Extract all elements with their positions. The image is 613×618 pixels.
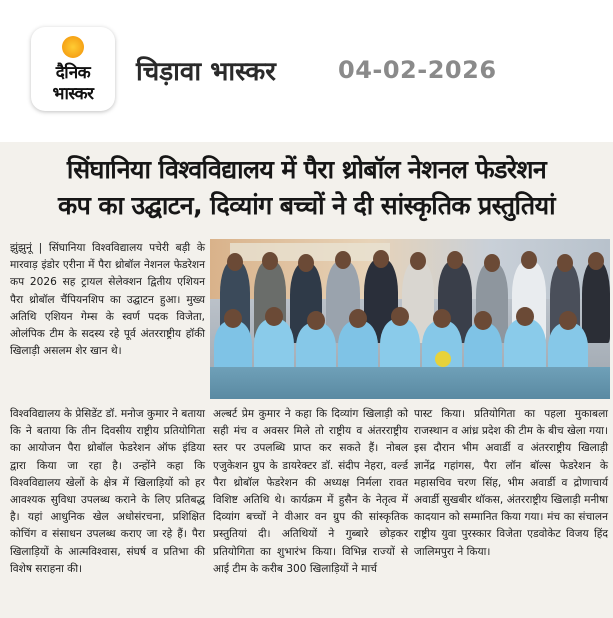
news-clipping (0, 142, 613, 618)
photo-person-head (521, 251, 537, 269)
paragraph-4: पास्ट किया। प्रतियोगिता का पहला मुकाबला राजस्थान व आंध्र प्रदेश की टीम के बीच खेला गया। इस दौरान भीम अवार्डी व अंतरराष्ट्रीय खिलाड़ी ज्ञानेंद्र गहांगस, पैरा लॉन बॉल्स फेडरेशन के महासचिव चरण सिंह, भीम अवार्डी व द्रोणाचार्य अवार्डी सुखबीर थॉकस, अंतरराष्ट्रीय खिलाड़ी मनीषा कादयान को सम्मानित किया गया। मंच का संचालन राष्ट्रीय युवा पुरस्कार विजेता एडवोकेट विजय हिंद जालिमपुरा ने किया। (414, 408, 608, 558)
photo-person-head (516, 307, 534, 326)
newspaper-header (0, 0, 613, 142)
article-column-3 (414, 406, 608, 561)
photo-person-head (484, 254, 500, 272)
photo-person-head (373, 250, 389, 268)
photo-person-head (227, 253, 243, 271)
article-column-1-bottom (10, 406, 205, 578)
group-photo (210, 239, 610, 399)
photo-person-head (335, 251, 351, 269)
paragraph-2: विश्वविद्यालय के प्रेसिडेंट डॉ. मनोज कुमार ने बताया कि ने बताया कि तीन दिवसीय राष्ट्रीय प्रतियोगिता का आयोजन पैरा थ्रोबॉल फेडरेशन ऑफ इंडिया द्वारा किया जा रहा है। उन्होंने कहा कि विश्वविद्यालय खेलों के क्षेत्र में खिलाड़ियों को हर आवश्यक सुविधा उपलब्ध कराने के लिए प्रतिबद्ध है। यहां आधुनिक खेल अधोसंरचना, प्रशिक्षित कोचिंग व संसाधन उपलब्ध कराए जा रहे हैं। पैरा खिलाड़ियों के आत्मविश्वास, संघर्ष व प्रतिभा की विशेष सराहना की। (10, 408, 205, 575)
photo-person-head (298, 254, 314, 272)
headline-line2: कप का उद्घाटन, दिव्यांग बच्चों ने दी सांस्कृतिक प्रस्तुतियां (58, 191, 555, 220)
photo-floor (210, 367, 610, 399)
photo-person-head (557, 254, 573, 272)
headline-line1: सिंघानिया विश्वविद्यालय में पैरा थ्रोबॉल नेशनल फेडरेशन (66, 155, 547, 184)
photo-person-head (588, 252, 604, 270)
dainik-bhaskar-logo (31, 27, 115, 111)
throwball-ball (435, 351, 451, 367)
photo-person-head (474, 311, 492, 330)
photo-person-head (262, 252, 278, 270)
photo-person-head (391, 307, 409, 326)
photo-person-head (433, 309, 451, 328)
photo-person-head (447, 251, 463, 269)
paragraph-3: अल्बर्ट प्रेम कुमार ने कहा कि दिव्यांग खिलाड़ी को सही मंच व अवसर मिले तो राष्ट्रीय व अंतरराष्ट्रीय स्तर पर उपलब्धि प्राप्त कर सकते हैं। नोबल एजुकेशन ग्रुप के डायरेक्टर डॉ. संदीप नेहरा, वर्ल्ड पैरा थ्रोबॉल फेडरेशन की अध्यक्ष निर्मला रावत विशिष्ट अतिथि थे। कार्यक्रम में हुसैन के नेतृत्व में दिव्यांग बच्चों ने वीआर वन ग्रुप की सांस्कृतिक प्रस्तुतियां दी। अतिथियों ने गुब्बारे छोड़कर प्रतियोगिता का शुभारंभ किया। विभिन्न राज्यों से आई टीम के करीब 300 खिलाड़ियों ने मार्च (213, 408, 408, 575)
article-column-2 (213, 406, 408, 578)
photo-person-head (307, 311, 325, 330)
article-column-1-top (10, 240, 205, 360)
photo-person-head (559, 311, 577, 330)
edition-date: 04-02-2026 (338, 56, 497, 84)
article-headline (0, 152, 613, 224)
sun-icon (62, 36, 84, 58)
logo-text-line1: दैनिक (55, 63, 91, 83)
edition-name: चिड़ावा भास्कर (136, 57, 276, 87)
photo-person (582, 261, 610, 343)
photo-person-head (410, 252, 426, 270)
logo-text-line2: भास्कर (52, 84, 94, 104)
photo-person-head (224, 309, 242, 328)
photo-person-head (349, 309, 367, 328)
photo-person-head (265, 307, 283, 326)
paragraph-1: झुंझुनूं | सिंघानिया विश्वविद्यालय पचेरी बड़ी के मारवाड़ इंडोर एरीना में पैरा थ्रोबॉल नेशनल फेडरेशन कप 2026 सह ट्रायल सेलेक्शन द्वितीय एशियन पैरा थ्रोबॉल चैंपियनशिप का उद्घाटन हुआ। मुख्य अतिथि एशियन गेम्स के स्वर्ण पदक विजेता, ओलंपिक टीम के सदस्य रहे पूर्व अंतरराष्ट्रीय हॉकी खिलाड़ी असलम शेर खान थे। (10, 242, 205, 358)
